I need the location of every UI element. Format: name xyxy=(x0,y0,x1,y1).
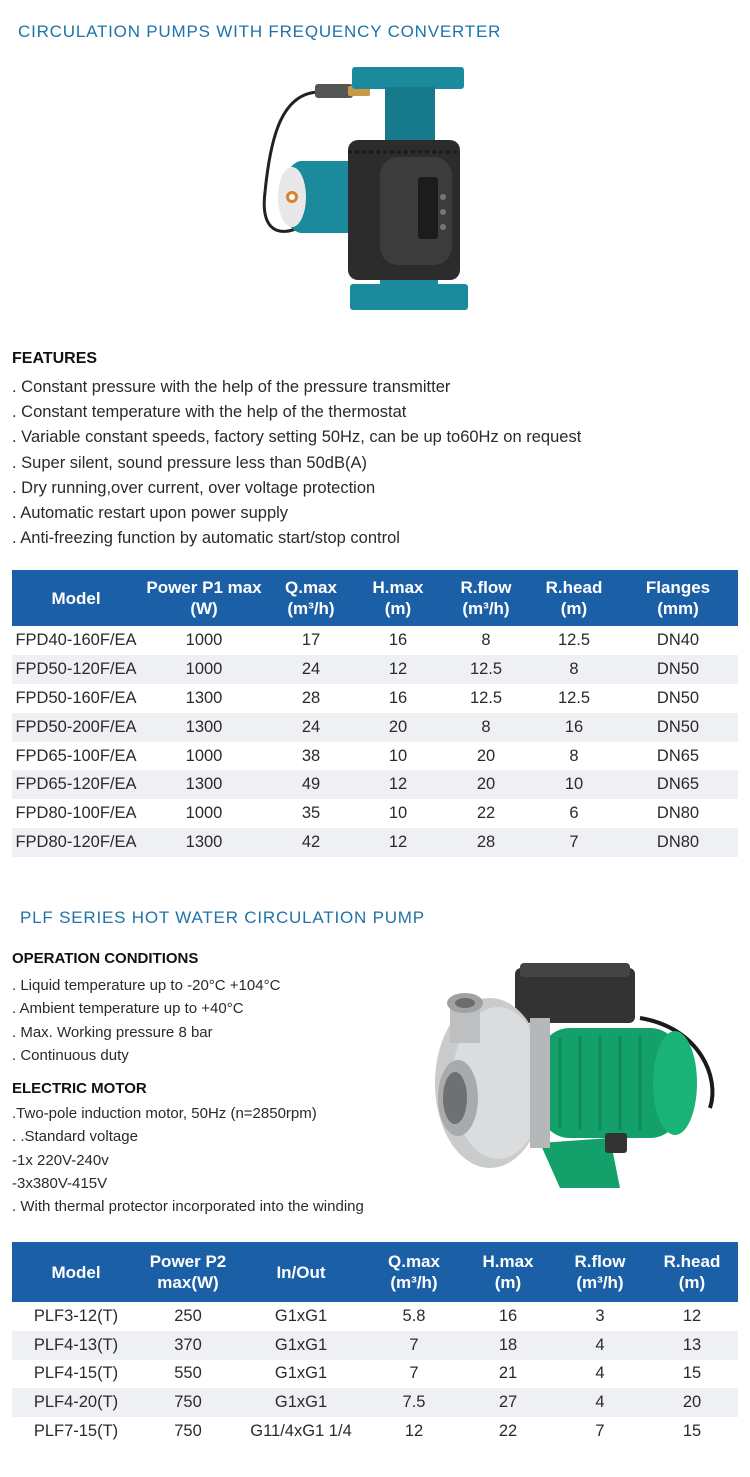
table-cell: PLF4-20(T) xyxy=(12,1388,140,1417)
table-cell: 7 xyxy=(530,828,618,857)
table-cell: 550 xyxy=(140,1360,236,1389)
table-cell: FPD65-120F/EA xyxy=(12,770,140,799)
table-cell: FPD50-160F/EA xyxy=(12,684,140,713)
motor-item: . .Standard voltage xyxy=(12,1128,138,1146)
feature-item: . Constant pressure with the help of the pressure transmitter xyxy=(12,378,451,396)
table-cell: 10 xyxy=(354,742,442,771)
table-cell: DN40 xyxy=(618,626,738,655)
table-cell: 1000 xyxy=(140,742,268,771)
table-cell: 7 xyxy=(554,1417,646,1446)
table-cell: FPD50-120F/EA xyxy=(12,655,140,684)
header-qmax: Q.max (m³/h) xyxy=(268,570,354,626)
table-cell: 24 xyxy=(268,713,354,742)
motor-item: .Two-pole induction motor, 50Hz (n=2850rpm) xyxy=(12,1105,317,1122)
table-cell: 12.5 xyxy=(530,626,618,655)
table-cell: 28 xyxy=(268,684,354,713)
table-cell: DN50 xyxy=(618,655,738,684)
header-hmax: H.max (m) xyxy=(354,570,442,626)
table-cell: 12 xyxy=(354,770,442,799)
operation-conditions-heading: OPERATION CONDITIONS xyxy=(12,950,199,967)
fpd-spec-table xyxy=(12,570,738,857)
feature-item: . Automatic restart upon power supply xyxy=(12,504,289,523)
table-cell: 3 xyxy=(554,1302,646,1331)
table-cell: FPD80-120F/EA xyxy=(12,828,140,857)
table-cell: 10 xyxy=(530,770,618,799)
table-cell: DN80 xyxy=(618,799,738,828)
table-cell: 7.5 xyxy=(366,1388,462,1417)
header-power: Power P2 max(W) xyxy=(140,1242,236,1302)
table-cell: 8 xyxy=(530,655,618,684)
feature-item: . Dry running,over current, over voltage protection xyxy=(12,478,376,497)
table-cell: 42 xyxy=(268,828,354,857)
table-cell: 28 xyxy=(442,828,530,857)
table-cell: 38 xyxy=(268,742,354,771)
table-row xyxy=(12,828,738,857)
table-row xyxy=(12,626,738,655)
table-cell: 16 xyxy=(530,713,618,742)
table-cell: 16 xyxy=(354,626,442,655)
feature-item: . Constant temperature with the help of the thermostat xyxy=(12,403,407,422)
table-cell: 4 xyxy=(554,1360,646,1389)
table-cell: 8 xyxy=(530,742,618,771)
table-cell: DN50 xyxy=(618,713,738,742)
table-cell: 5.8 xyxy=(366,1302,462,1331)
header-power: Power P1 max (W) xyxy=(140,570,268,626)
operation-conditions-list xyxy=(12,974,280,1067)
operation-item: . Continuous duty xyxy=(12,1046,129,1064)
table-cell: PLF4-13(T) xyxy=(12,1331,140,1360)
table-cell: 370 xyxy=(140,1331,236,1360)
table-cell: 27 xyxy=(462,1388,554,1417)
table-cell: 1000 xyxy=(140,799,268,828)
table-row xyxy=(12,742,738,771)
plf-spec-table xyxy=(12,1242,738,1446)
table-cell: 12 xyxy=(354,655,442,684)
table-cell: 16 xyxy=(462,1302,554,1331)
table-row xyxy=(12,1331,738,1360)
table-cell: DN65 xyxy=(618,770,738,799)
header-rflow: R.flow (m³/h) xyxy=(442,570,530,626)
table-cell: 7 xyxy=(366,1331,462,1360)
header-rhead: R.head (m) xyxy=(530,570,618,626)
circulation-pump-image xyxy=(240,62,510,317)
header-rflow: R.flow (m³/h) xyxy=(554,1242,646,1302)
table-cell: 12.5 xyxy=(530,684,618,713)
table-cell: 49 xyxy=(268,770,354,799)
table-cell: PLF7-15(T) xyxy=(12,1417,140,1446)
table-cell: 12 xyxy=(366,1417,462,1446)
feature-item: . Variable constant speeds, factory setting 50Hz, can be up to60Hz on request xyxy=(12,428,582,447)
motor-item: -3x380V-415V xyxy=(12,1174,108,1192)
header-inout: In/Out xyxy=(236,1242,366,1302)
motor-item: -1x 220V-240v xyxy=(12,1151,109,1169)
hot-water-pump-image xyxy=(420,958,725,1213)
table-cell: FPD80-100F/EA xyxy=(12,799,140,828)
table-cell: 1300 xyxy=(140,770,268,799)
header-flanges: Flanges (mm) xyxy=(618,570,738,626)
table-cell: 8 xyxy=(442,626,530,655)
table-cell: 750 xyxy=(140,1417,236,1446)
table-cell: 1300 xyxy=(140,828,268,857)
table-cell: FPD50-200F/EA xyxy=(12,713,140,742)
header-qmax: Q.max (m³/h) xyxy=(366,1242,462,1302)
table-cell: 4 xyxy=(554,1388,646,1417)
table-cell: 6 xyxy=(530,799,618,828)
table-cell: FPD65-100F/EA xyxy=(12,742,140,771)
table-header-row xyxy=(12,1242,738,1302)
table-cell: 20 xyxy=(442,742,530,771)
table-row xyxy=(12,684,738,713)
operation-item: . Max. Working pressure 8 bar xyxy=(12,1023,213,1041)
feature-item: . Anti-freezing function by automatic start/stop control xyxy=(12,529,400,548)
features-list xyxy=(12,375,581,551)
plf-table-body xyxy=(12,1302,738,1446)
electric-motor-list xyxy=(12,1102,364,1218)
table-cell: 17 xyxy=(268,626,354,655)
table-row xyxy=(12,713,738,742)
table-cell: 4 xyxy=(554,1331,646,1360)
table-cell: 15 xyxy=(646,1360,738,1389)
table-cell: 13 xyxy=(646,1331,738,1360)
table-row xyxy=(12,799,738,828)
table-cell: 1300 xyxy=(140,684,268,713)
table-row xyxy=(12,1360,738,1389)
table-cell: PLF4-15(T) xyxy=(12,1360,140,1389)
section-title-plf-series: PLF SERIES HOT WATER CIRCULATION PUMP xyxy=(20,908,425,927)
table-cell: G1xG1 xyxy=(236,1331,366,1360)
table-cell: 1300 xyxy=(140,713,268,742)
table-cell: 18 xyxy=(462,1331,554,1360)
table-cell: 250 xyxy=(140,1302,236,1331)
operation-item: . Liquid temperature up to -20°C +104°C xyxy=(12,977,281,994)
table-cell: 12.5 xyxy=(442,684,530,713)
electric-motor-heading: ELECTRIC MOTOR xyxy=(12,1080,147,1097)
table-cell: 750 xyxy=(140,1388,236,1417)
table-cell: 20 xyxy=(646,1388,738,1417)
table-cell: G1xG1 xyxy=(236,1302,366,1331)
table-cell: 1000 xyxy=(140,626,268,655)
header-model: Model xyxy=(12,1242,140,1302)
table-cell: DN65 xyxy=(618,742,738,771)
table-cell: 8 xyxy=(442,713,530,742)
table-cell: 22 xyxy=(462,1417,554,1446)
table-row xyxy=(12,1388,738,1417)
header-hmax: H.max (m) xyxy=(462,1242,554,1302)
table-cell: 15 xyxy=(646,1417,738,1446)
table-cell: G1xG1 xyxy=(236,1388,366,1417)
table-cell: DN80 xyxy=(618,828,738,857)
operation-item: . Ambient temperature up to +40°C xyxy=(12,1000,244,1018)
table-row xyxy=(12,770,738,799)
table-cell: 20 xyxy=(354,713,442,742)
table-cell: DN50 xyxy=(618,684,738,713)
header-model: Model xyxy=(12,570,140,626)
fpd-table-body xyxy=(12,626,738,857)
motor-item: . With thermal protector incorporated into the winding xyxy=(12,1198,364,1216)
features-heading: FEATURES xyxy=(12,350,98,367)
table-row xyxy=(12,655,738,684)
section-title-circulation-pumps: CIRCULATION PUMPS WITH FREQUENCY CONVERTER xyxy=(18,22,502,41)
table-cell: 16 xyxy=(354,684,442,713)
table-cell: G1xG1 xyxy=(236,1360,366,1389)
feature-item: . Super silent, sound pressure less than 50dB(A) xyxy=(12,453,367,472)
table-cell: 12 xyxy=(354,828,442,857)
table-cell: FPD40-160F/EA xyxy=(12,626,140,655)
table-cell: 12.5 xyxy=(442,655,530,684)
table-header-row xyxy=(12,570,738,626)
table-cell: 10 xyxy=(354,799,442,828)
table-cell: 7 xyxy=(366,1360,462,1389)
table-cell: 24 xyxy=(268,655,354,684)
table-cell: 22 xyxy=(442,799,530,828)
table-cell: 35 xyxy=(268,799,354,828)
header-rhead: R.head (m) xyxy=(646,1242,738,1302)
table-cell: 12 xyxy=(646,1302,738,1331)
table-cell: G11/4xG1 1/4 xyxy=(236,1417,366,1446)
table-cell: PLF3-12(T) xyxy=(12,1302,140,1331)
table-row xyxy=(12,1302,738,1331)
table-cell: 21 xyxy=(462,1360,554,1389)
table-cell: 20 xyxy=(442,770,530,799)
table-row xyxy=(12,1417,738,1446)
table-cell: 1000 xyxy=(140,655,268,684)
